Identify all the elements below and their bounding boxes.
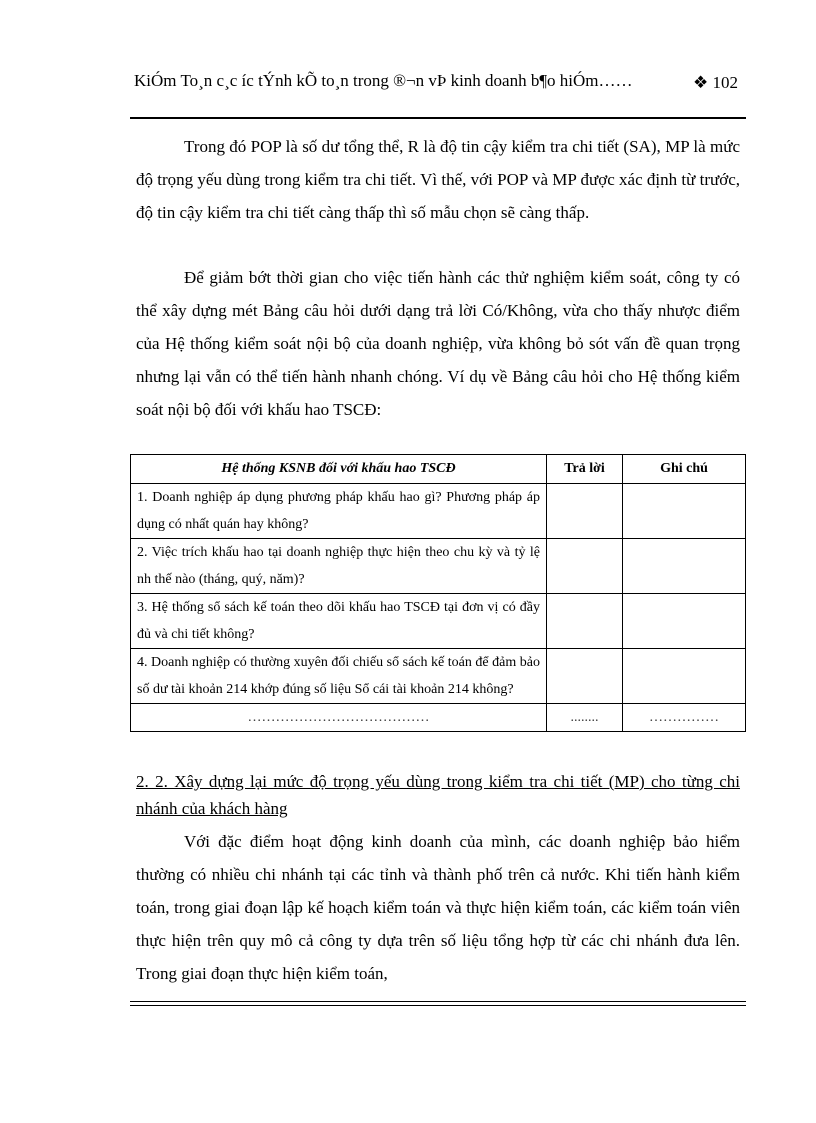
- header-answer: Trả lời: [547, 455, 623, 484]
- table-row: [131, 649, 746, 704]
- notes-cell: [623, 484, 746, 539]
- notes-cell: [623, 539, 746, 594]
- header-title: KiÓm To¸n c¸c íc tÝnh kÕ to¸n trong ®¬n vÞ kinh doanh b¶o hiÓm……: [134, 71, 633, 90]
- placeholder-notes: ……………: [623, 704, 746, 732]
- page-number: ❖ 102: [693, 73, 738, 92]
- answer-cell: [547, 484, 623, 539]
- table-row: [131, 594, 746, 649]
- table-row-placeholder: [131, 704, 746, 732]
- header-notes: Ghi chú: [623, 455, 746, 484]
- answer-cell: [547, 539, 623, 594]
- table-header-row: [131, 455, 746, 484]
- ksnb-questionnaire-table: [130, 454, 746, 732]
- question-cell: 2. Việc trích khấu hao tại doanh nghiệp thực hiện theo chu kỳ và tỷ lệ nh thế nào (tháng, quý, năm)?: [131, 539, 547, 594]
- paragraph-branch-audit: Với đặc điểm hoạt động kinh doanh của mình, các doanh nghiệp bảo hiểm thường có nhiều chi nhánh tại các tỉnh và thành phố trên cả nước. Khi tiến hành kiểm toán, trong giai đoạn lập kế hoạch kiểm toán và thực hiện kiểm toán, các kiểm toán viên thực hiện trên quy mô cả công ty dựa trên số liệu tổng hợp từ các chi nhánh đưa lên. Trong giai đoạn thực hiện kiểm toán,: [136, 832, 740, 983]
- table-row: [131, 484, 746, 539]
- question-cell: 1. Doanh nghiệp áp dụng phương pháp khấu hao gì? Phương pháp áp dụng có nhất quán hay không?: [131, 484, 547, 539]
- question-cell: 3. Hệ thống sổ sách kế toán theo dõi khấu hao TSCĐ tại đơn vị có đầy đủ và chi tiết không?: [131, 594, 547, 649]
- notes-cell: [623, 594, 746, 649]
- paragraph-questionnaire-intro: Để giảm bớt thời gian cho việc tiến hành các thử nghiệm kiểm soát, công ty có thể xây dựng mét Bảng câu hỏi dưới dạng trả lời Có/Không, vừa cho thấy nhược điểm của Hệ thống kiểm soát nội bộ của doanh nghiệp, vừa không bỏ sót vấn đề quan trọng nhưng lại vẫn có thể tiến hành nhanh chóng. Ví dụ về Bảng câu hỏi cho Hệ thống kiểm soát nội bộ đối với khấu hao TSCĐ:: [136, 268, 740, 419]
- paragraph-pop-explanation: Trong đó POP là số dư tổng thể, R là độ tin cậy kiểm tra chi tiết (SA), MP là mức độ trọng yếu dùng trong kiểm tra chi tiết. Vì thế, với POP và MP được xác định từ trước, độ tin cậy kiểm tra chi tiết càng thấp thì số mẫu chọn sẽ càng thấp.: [136, 137, 740, 222]
- answer-cell: [547, 594, 623, 649]
- placeholder-answer: ........: [547, 704, 623, 732]
- placeholder-question: …………………………………: [131, 704, 547, 732]
- table-row: [131, 539, 746, 594]
- notes-cell: [623, 649, 746, 704]
- header-divider: [130, 117, 746, 119]
- answer-cell: [547, 649, 623, 704]
- footer-divider: [130, 1001, 746, 1002]
- page-header: [134, 70, 744, 92]
- section-heading: 2. 2. Xây dựng lại mức độ trọng yếu dùng trong kiểm tra chi tiết (MP) cho từng chi nhánh của khách hàng: [136, 772, 740, 818]
- header-question: Hệ thống KSNB đối với khấu hao TSCĐ: [131, 455, 547, 484]
- question-cell: 4. Doanh nghiệp có thường xuyên đối chiếu sổ sách kế toán để đảm bảo số dư tài khoản 214 khớp đúng số liệu Sổ cái tài khoản 214 không?: [131, 649, 547, 704]
- footer-divider-secondary: [130, 1005, 746, 1006]
